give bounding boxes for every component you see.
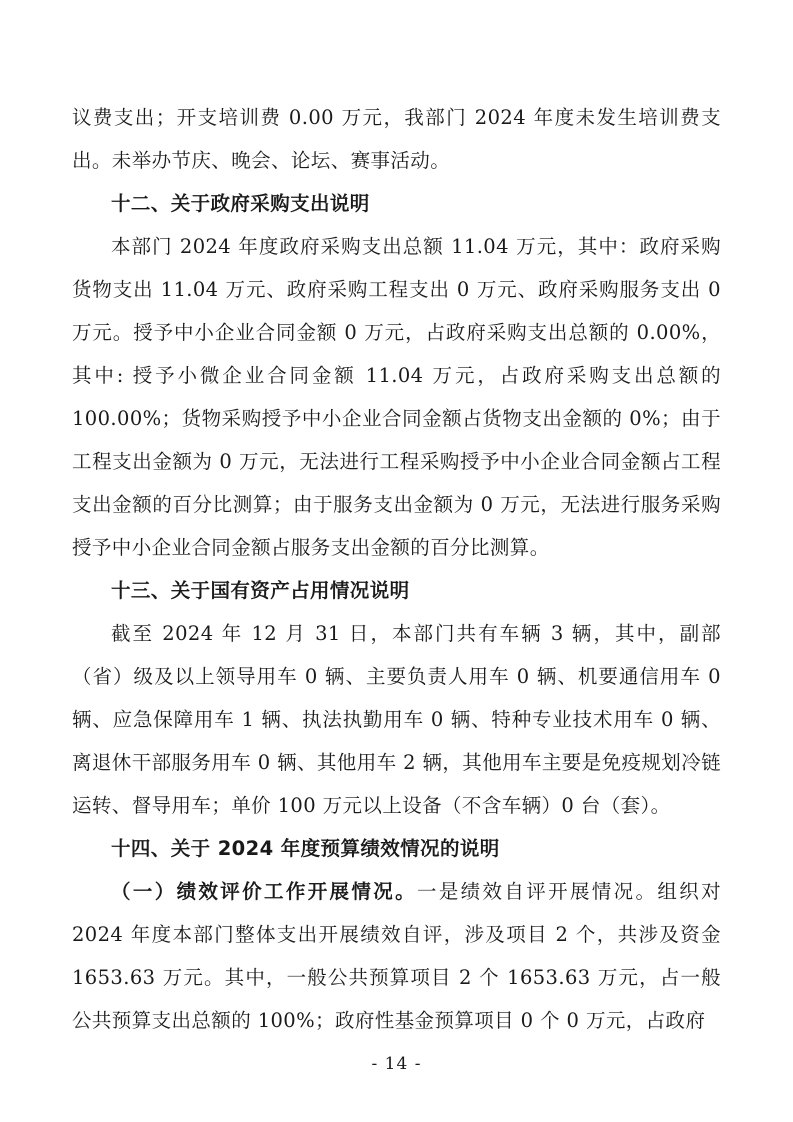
section-heading-twelve: 十二、关于政府采购支出说明	[111, 192, 370, 215]
section-heading-fourteen: 十四、关于 2024 年度预算绩效情况的说明	[111, 837, 500, 860]
paragraph-lead-label: （一）绩效评价工作开展情况。	[111, 880, 417, 903]
paragraph-state-assets: 截至 2024 年 12 月 31 日，本部门共有车辆 3 辆，其中，副部（省）级及以上领导用车 0 辆、主要负责人用车 0 辆、机要通信用车 0 辆、应急保障用车 1 辆、执法执勤用车 0 辆、特种专业技术用车 0 辆、离退休干部服务用车 0 辆、其他用车 2 辆，其他用车主要是免疫规划冷链运转、督导用车；单价 100 万元以上设备（不含车辆）0 台（套）。	[72, 622, 722, 817]
document-body	[72, 96, 721, 1042]
paragraph-continuation: 议费支出；开支培训费 0.00 万元，我部门 2024 年度未发生培训费支出。未举办节庆、晚会、论坛、赛事活动。	[72, 106, 721, 172]
paragraph-government-procurement: 本部门 2024 年度政府采购支出总额 11.04 万元，其中：政府采购货物支出 11.04 万元、政府采购工程支出 0 万元、政府采购服务支出 0 万元。授予中小企业合同金额 0 万元，占政府采购支出总额的 0.00%，其中: 授予小微企业合同金额 11.04 万元，占政府采购支出总额的 100.00%；货物采购授予中小企业合同金额占货物支出金额的 0%；由于工程支出金额为 0 万元，无法进行工程采购授予中小企业合同金额占工程支出金额的百分比测算；由于服务支出金额为 0 万元，无法进行服务采购授予中小企业合同金额占服务支出金额的百分比测算。	[72, 235, 721, 559]
paragraph-lead-text: 一是绩效自评开展情况。组织对 2024 年度本部门整体支出开展绩效自评，涉及项目 2 个，共涉及资金 1653.63 万元。其中，一般公共预算项目 2 个 1653.63 万元，占一般公共预算支出总额的 100%；政府性基金预算项目 0 个 0 万元，占政府	[72, 880, 721, 1032]
section-heading-thirteen: 十三、关于国有资产占用情况说明	[111, 579, 410, 602]
page-number: - 14 -	[371, 1054, 422, 1074]
paragraph-performance-evaluation	[72, 870, 721, 1042]
